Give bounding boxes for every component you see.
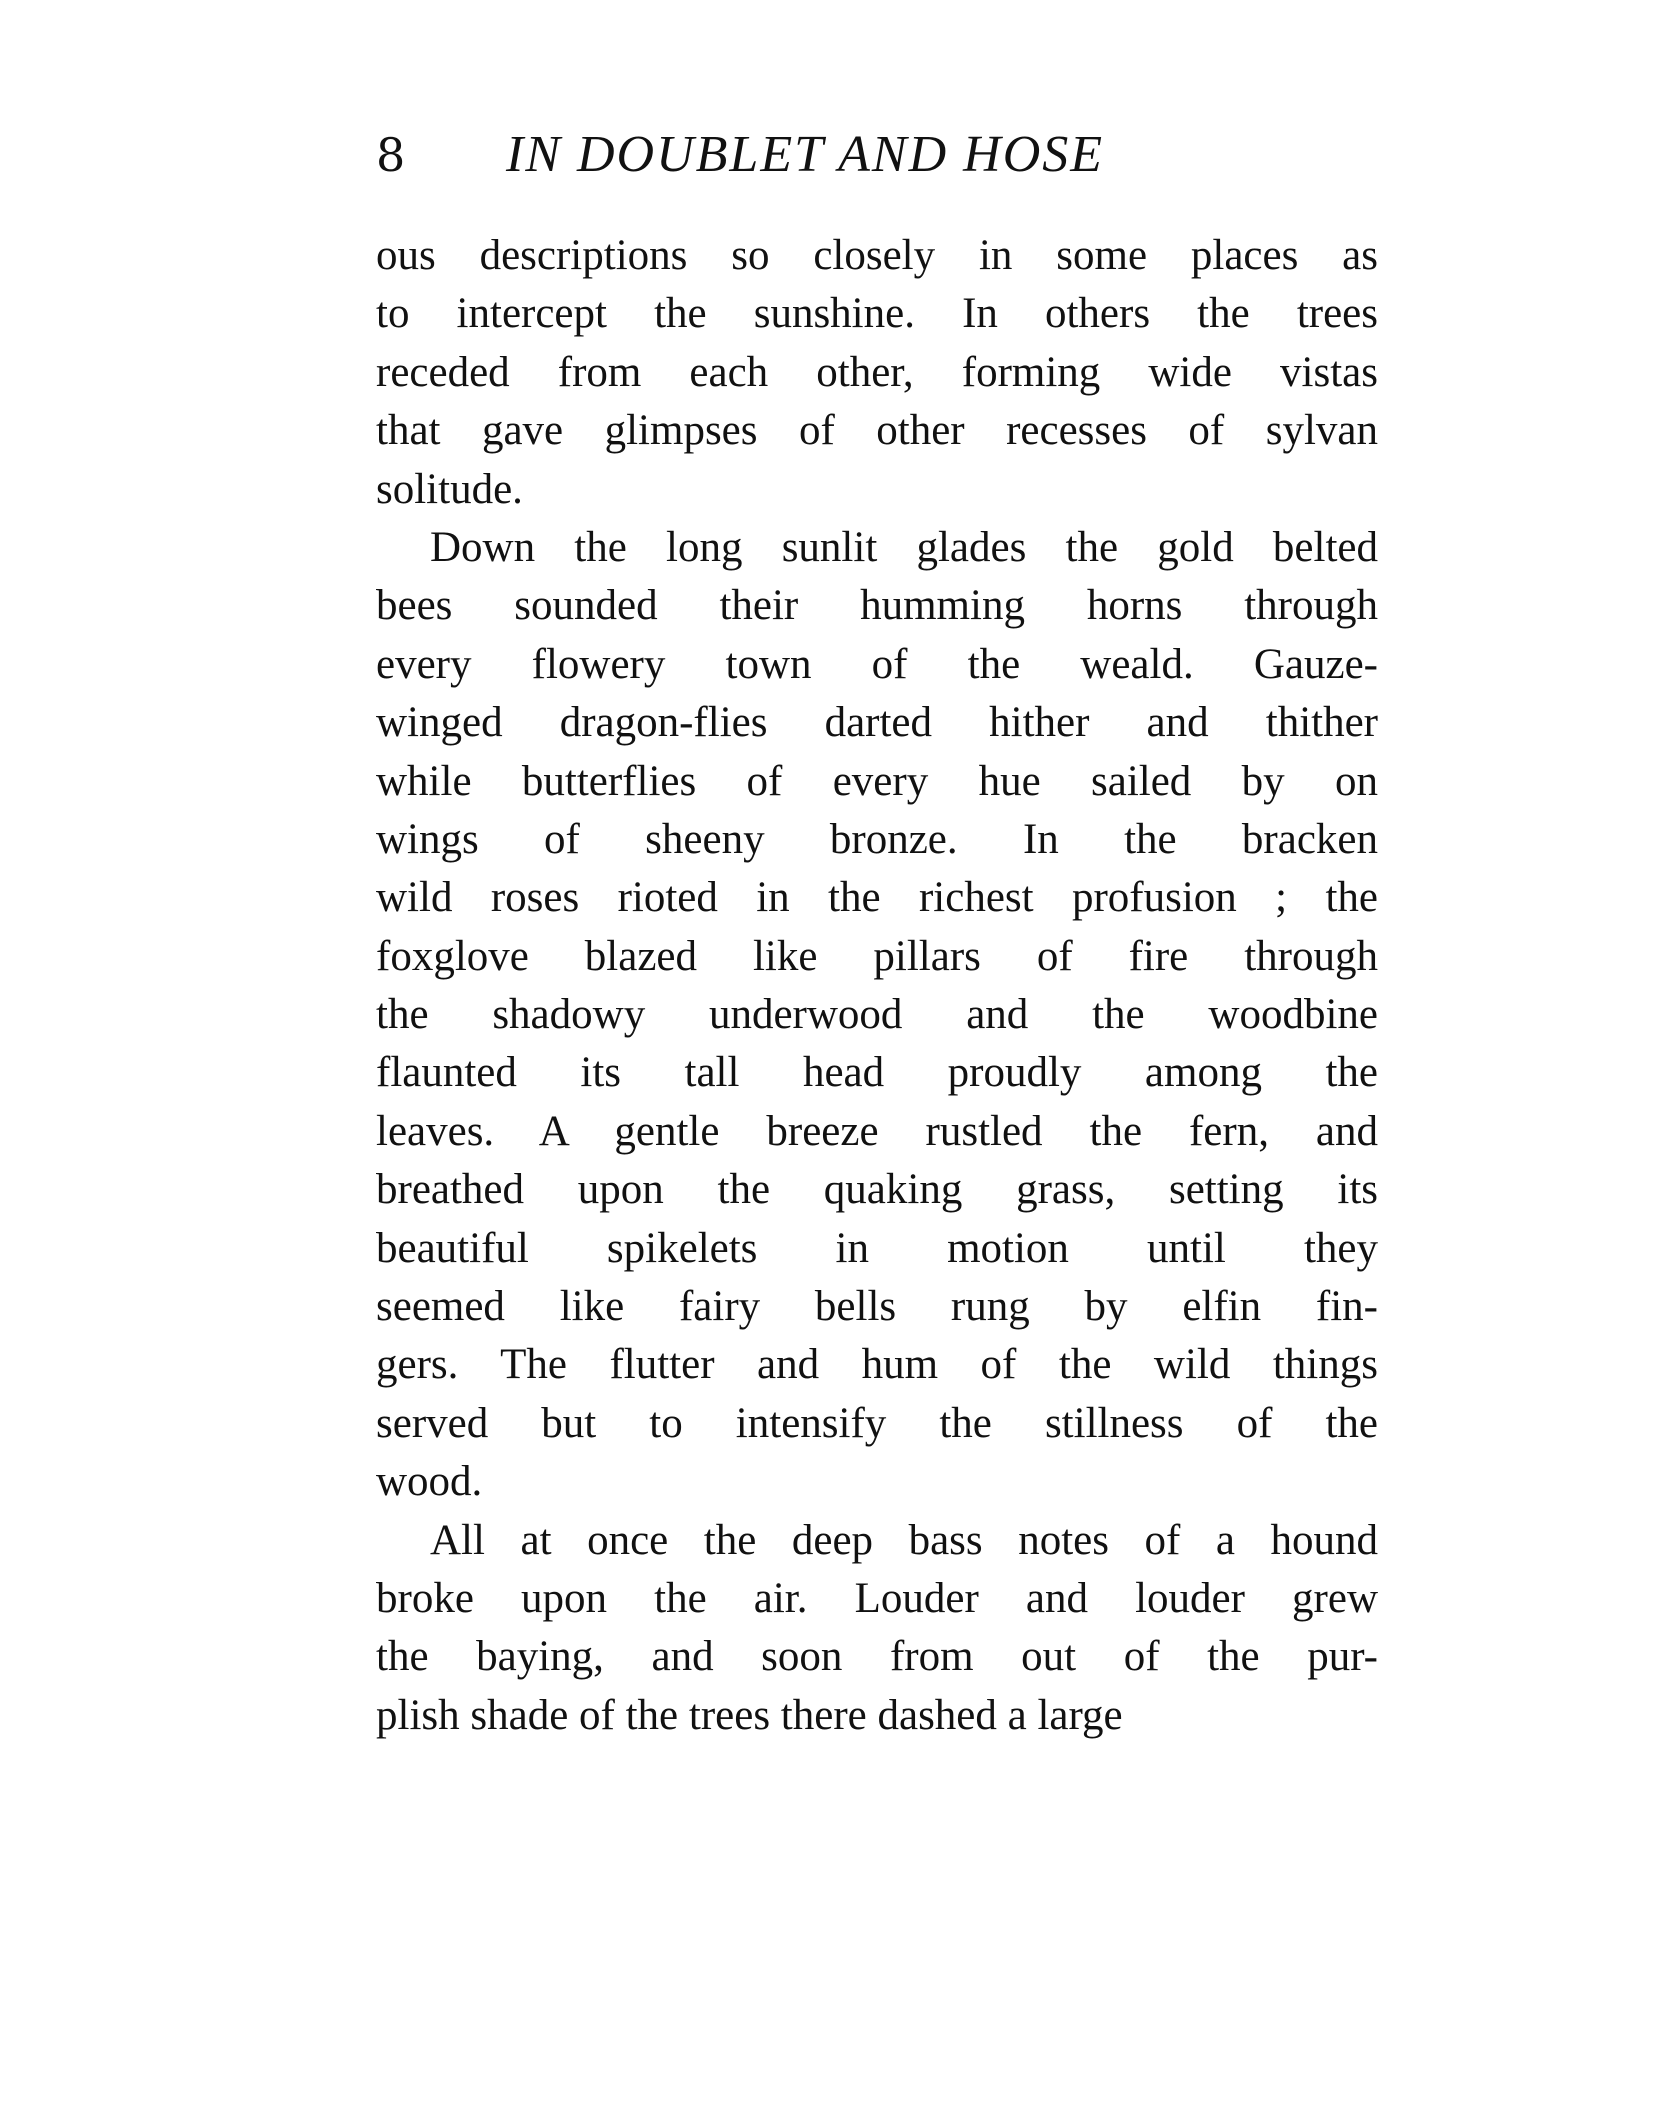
paragraph [376, 227, 1378, 519]
text-line: that gave glimpses of other recesses of sylvan [376, 407, 1378, 455]
text-line: while butterflies of every hue sailed by on [376, 757, 1378, 805]
text-line: the shadowy underwood and the woodbine [376, 991, 1378, 1039]
text-line: wild roses rioted in the richest profusion ; the [376, 874, 1378, 922]
text-line: gers. The flutter and hum of the wild things [376, 1341, 1378, 1389]
text-line: breathed upon the quaking grass, setting its [376, 1166, 1378, 1214]
text-line: bees sounded their humming horns through [376, 582, 1378, 630]
text-line: leaves. A gentle breeze rustled the fern, and [376, 1107, 1378, 1155]
paragraph [376, 1512, 1378, 1746]
text-line: ous descriptions so closely in some places as [376, 232, 1378, 279]
running-title: IN DOUBLET AND HOSE [506, 126, 1105, 183]
text-line: flaunted its tall head proudly among the [376, 1049, 1378, 1097]
text-line: receded from each other, forming wide vistas [376, 348, 1378, 396]
text-line: Down the long sunlit glades the gold belted [430, 523, 1378, 571]
text-line: solitude. [376, 465, 523, 513]
text-line: broke upon the air. Louder and louder grew [376, 1574, 1378, 1622]
text-line: All at once the deep bass notes of a hound [430, 1516, 1378, 1564]
paragraph [376, 519, 1378, 1512]
text-line: wood. [376, 1458, 483, 1506]
text-line: served but to intensify the stillness of the [376, 1399, 1378, 1447]
text-line: plish shade of the trees there dashed a large [376, 1691, 1123, 1739]
running-header [376, 122, 1386, 188]
text-line: seemed like fairy bells rung by elfin fin- [376, 1283, 1378, 1331]
text-line: beautiful spikelets in motion until they [376, 1224, 1378, 1272]
text-line: the baying, and soon from out of the pur- [376, 1633, 1378, 1681]
text-line: wings of sheeny bronze. In the bracken [376, 815, 1378, 863]
body-text [376, 227, 1378, 1745]
text-line: winged dragon-flies darted hither and thither [376, 699, 1378, 747]
text-line: to intercept the sunshine. In others the trees [376, 290, 1378, 338]
page-number: 8 [376, 128, 406, 182]
text-line: every flowery town of the weald. Gauze- [376, 640, 1378, 688]
text-line: foxglove blazed like pillars of fire through [376, 932, 1378, 980]
